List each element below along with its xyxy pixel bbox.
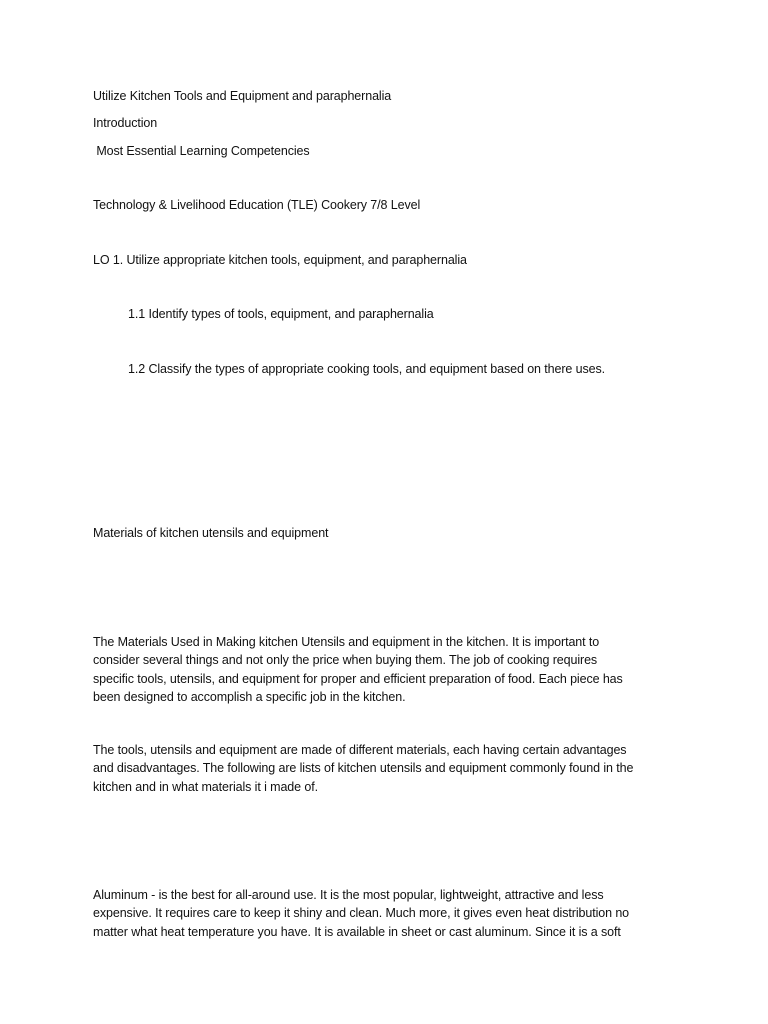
materials-paragraph-2 — [93, 741, 683, 796]
paragraph-line: expensive. It requires care to keep it shiny and clean. Much more, it gives even heat distribution no — [93, 906, 630, 921]
paragraph-line: kitchen and in what materials it i made of. — [93, 779, 318, 794]
document-title: Utilize Kitchen Tools and Equipment and paraphernalia — [93, 89, 392, 103]
paragraph-line: specific tools, utensils, and equipment for proper and efficient preparation of food. Each piece has — [93, 671, 623, 686]
subject-line: Technology & Livelihood Education (TLE) Cookery 7/8 Level — [93, 198, 421, 212]
learning-outcome-1: LO 1. Utilize appropriate kitchen tools, equipment, and paraphernalia — [93, 253, 467, 267]
learning-outcome-1-1: 1.1 Identify types of tools, equipment, and paraphernalia — [128, 307, 434, 321]
paragraph-line: matter what heat temperature you have. It is available in sheet or cast aluminum. Since it is a soft — [93, 924, 621, 939]
competencies-heading: Most Essential Learning Competencies — [93, 144, 310, 158]
paragraph-line: The Materials Used in Making kitchen Utensils and equipment in the kitchen. It is important to — [93, 635, 600, 649]
paragraph-line: been designed to accomplish a specific job in the kitchen. — [93, 689, 406, 704]
learning-outcome-1-2: 1.2 Classify the types of appropriate cooking tools, and equipment based on there uses. — [128, 362, 606, 376]
introduction-heading: Introduction — [93, 116, 158, 130]
materials-paragraph-1 — [93, 633, 683, 706]
paragraph-line: and disadvantages. The following are lists of kitchen utensils and equipment commonly found in the — [93, 761, 634, 776]
materials-heading: Materials of kitchen utensils and equipment — [93, 526, 329, 540]
aluminum-paragraph — [93, 886, 683, 941]
paragraph-line: consider several things and not only the price when buying them. The job of cooking requires — [93, 653, 598, 668]
paragraph-line: Aluminum - is the best for all-around use. It is the most popular, lightweight, attractive and less — [93, 888, 604, 902]
paragraph-line: The tools, utensils and equipment are made of different materials, each having certain advantages — [93, 743, 627, 757]
